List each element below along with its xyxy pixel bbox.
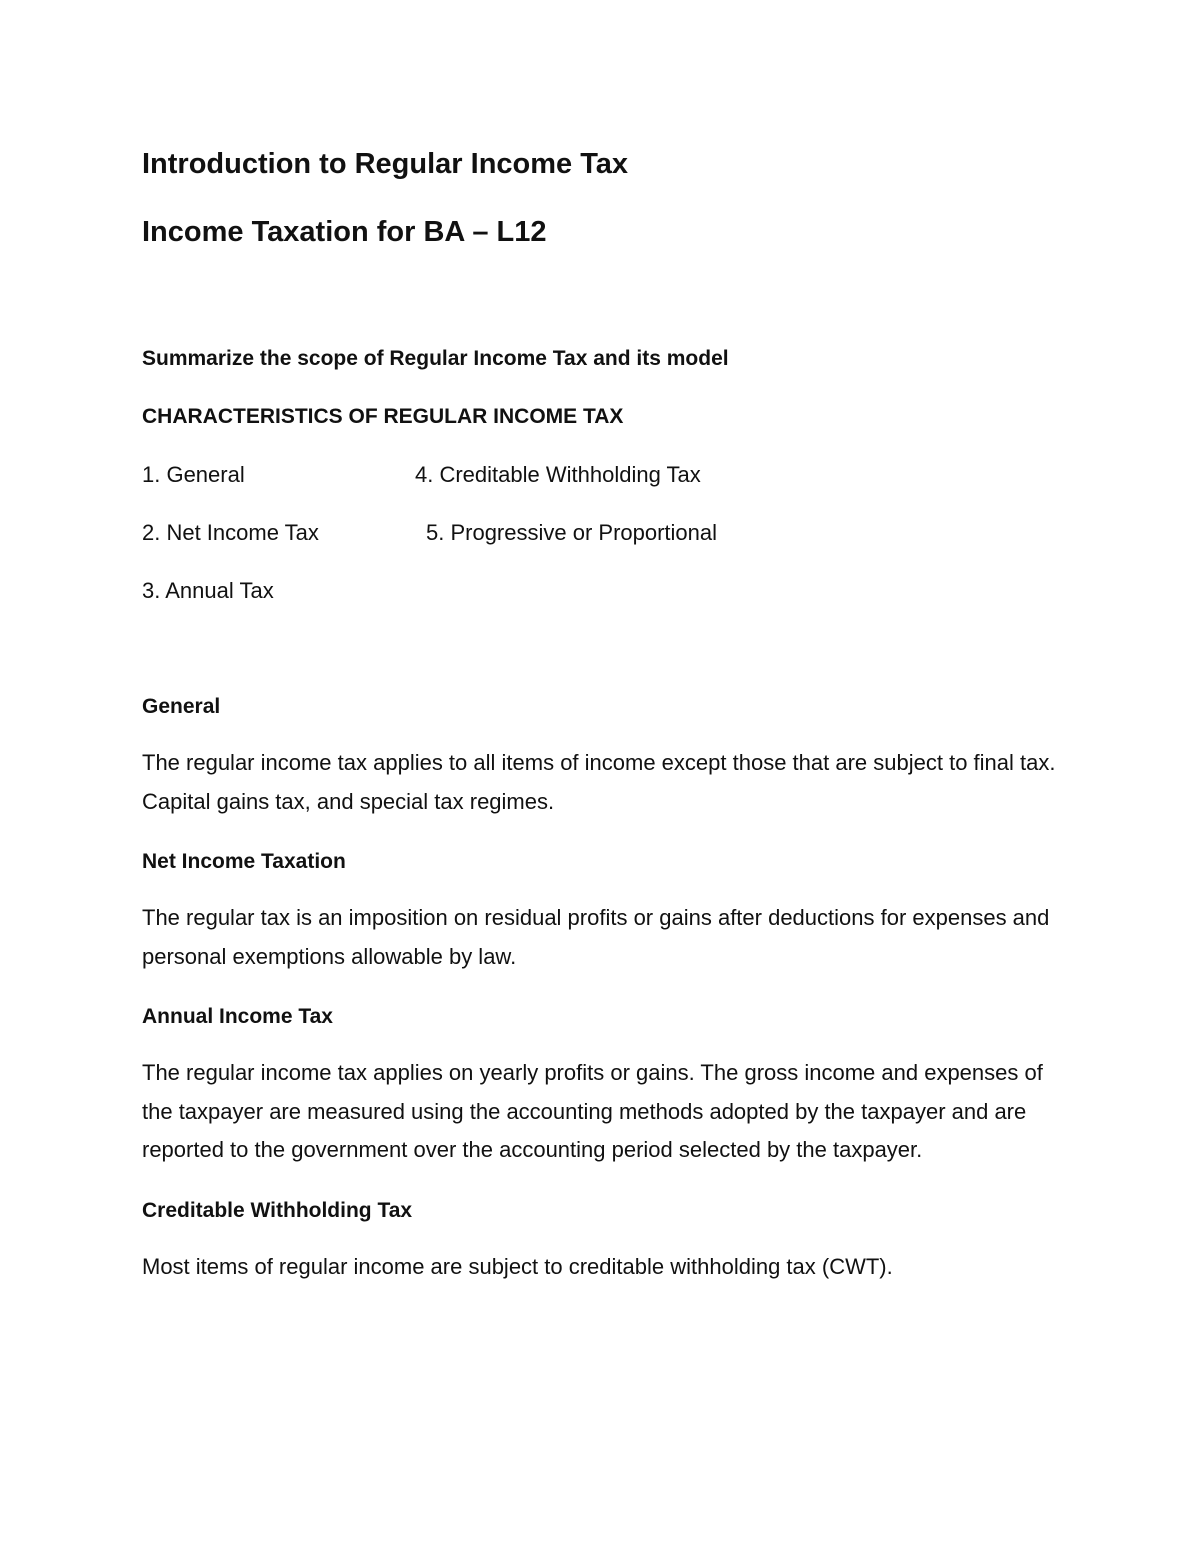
characteristics-row	[142, 516, 1072, 550]
characteristic-item: 2. Net Income Tax	[142, 520, 319, 545]
document-content	[142, 138, 1072, 1286]
characteristic-item: 3. Annual Tax	[142, 578, 274, 603]
section-creditable-withholding-tax	[142, 1194, 1072, 1287]
learning-objective: Summarize the scope of Regular Income Tax and its model	[142, 347, 729, 370]
section-heading: Annual Income Tax	[142, 1005, 333, 1028]
characteristic-item: 1. General	[142, 462, 245, 487]
document-title: Introduction to Regular Income Tax	[142, 148, 629, 180]
characteristics-row	[142, 574, 1072, 608]
characteristics-list	[142, 458, 1072, 608]
characteristics-row	[142, 458, 1072, 492]
section-body: The regular tax is an imposition on residual profits or gains after deductions for expenses and personal exemptions allowable by law.	[142, 905, 1050, 969]
section-net-income-taxation	[142, 845, 1072, 976]
section-general	[142, 690, 1072, 821]
section-body: Most items of regular income are subject to creditable withholding tax (CWT).	[142, 1253, 893, 1279]
section-body: The regular income tax applies to all items of income except those that are subject to final tax. Capital gains tax, and special tax regimes.	[142, 750, 1056, 814]
section-heading: General	[142, 695, 221, 718]
section-heading: Creditable Withholding Tax	[142, 1198, 413, 1222]
section-body: The regular income tax applies on yearly profits or gains. The gross income and expenses of the taxpayer are measured using the accounting methods adopted by the taxpayer and are reported to the government over the accounting period selected by the taxpayer.	[142, 1060, 1043, 1162]
section-annual-income-tax	[142, 1000, 1072, 1170]
characteristics-heading: CHARACTERISTICS OF REGULAR INCOME TAX	[142, 405, 624, 428]
characteristic-item: 5. Progressive or Proportional	[426, 520, 718, 545]
section-heading: Net Income Taxation	[142, 850, 346, 873]
characteristic-item: 4. Creditable Withholding Tax	[415, 462, 701, 487]
document-subtitle: Income Taxation for BA – L12	[142, 216, 547, 248]
